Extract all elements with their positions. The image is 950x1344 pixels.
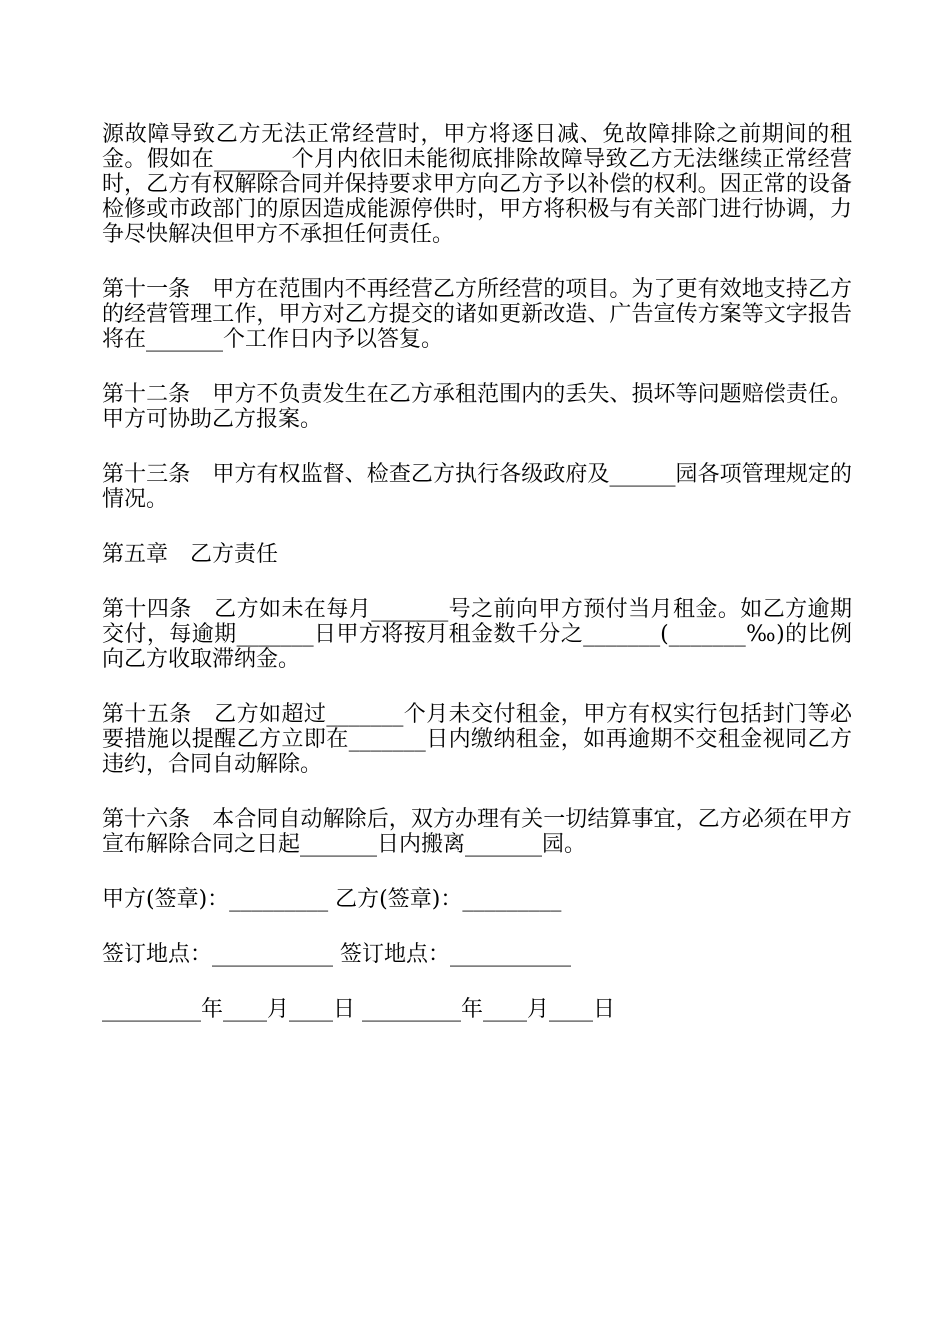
signing-date-b: _________年____月____日 — [362, 997, 616, 1022]
signature-seal-row — [102, 887, 852, 912]
contract-page — [102, 122, 852, 1052]
signing-place-row — [102, 942, 852, 967]
clause-15: 第十五条 乙方如超过_______个月未交付租金，甲方有权实行包括封门等必要措施以提醒乙方立即在_______日内缴纳租金，如再逾期不交租金视同乙方违约，合同自动解除。 — [102, 702, 852, 777]
signing-date-a: _________年____月____日 — [102, 997, 356, 1022]
chapter-5-heading: 第五章 乙方责任 — [102, 542, 279, 567]
clause-14: 第十四条 乙方如未在每月_______号之前向甲方预付当月租金。如乙方逾期交付，每逾期_______日甲方将按月租金数千分之_______(_______‰)的比例向乙方收取滞纳金。 — [102, 597, 852, 672]
signing-place-b: 签订地点：___________ — [340, 942, 572, 967]
clause-13: 第十三条 甲方有权监督、检查乙方执行各级政府及______园各项管理规定的情况。 — [102, 462, 852, 512]
clause-paragraph-energy-failure: 源故障导致乙方无法正常经营时，甲方将逐日减、免故障排除之前期间的租金。假如在_______个月内依旧未能彻底排除故障导致乙方无法继续正常经营时，乙方有权解除合同并保持要求甲方向乙方予以补偿的权利。因正常的设备检修或市政部门的原因造成能源停供时，甲方将积极与有关部门进行协调，力争尽快解决但甲方不承担任何责任。 — [102, 122, 852, 247]
party-a-seal: 甲方(签章)：_________ — [102, 887, 329, 912]
party-b-seal: 乙方(签章)：_________ — [335, 887, 562, 912]
clause-12: 第十二条 甲方不负责发生在乙方承租范围内的丢失、损坏等问题赔偿责任。甲方可协助乙方报案。 — [102, 382, 852, 432]
signing-place-a: 签订地点：___________ — [102, 942, 334, 967]
clause-16: 第十六条 本合同自动解除后，双方办理有关一切结算事宜，乙方必须在甲方宣布解除合同之日起_______日内搬离_______园。 — [102, 807, 852, 857]
clause-11: 第十一条 甲方在范围内不再经营乙方所经营的项目。为了更有效地支持乙方的经营管理工作，甲方对乙方提交的诸如更新改造、广告宣传方案等文字报告将在_______个工作日内予以答复。 — [102, 277, 852, 352]
signing-date-row — [102, 997, 852, 1022]
